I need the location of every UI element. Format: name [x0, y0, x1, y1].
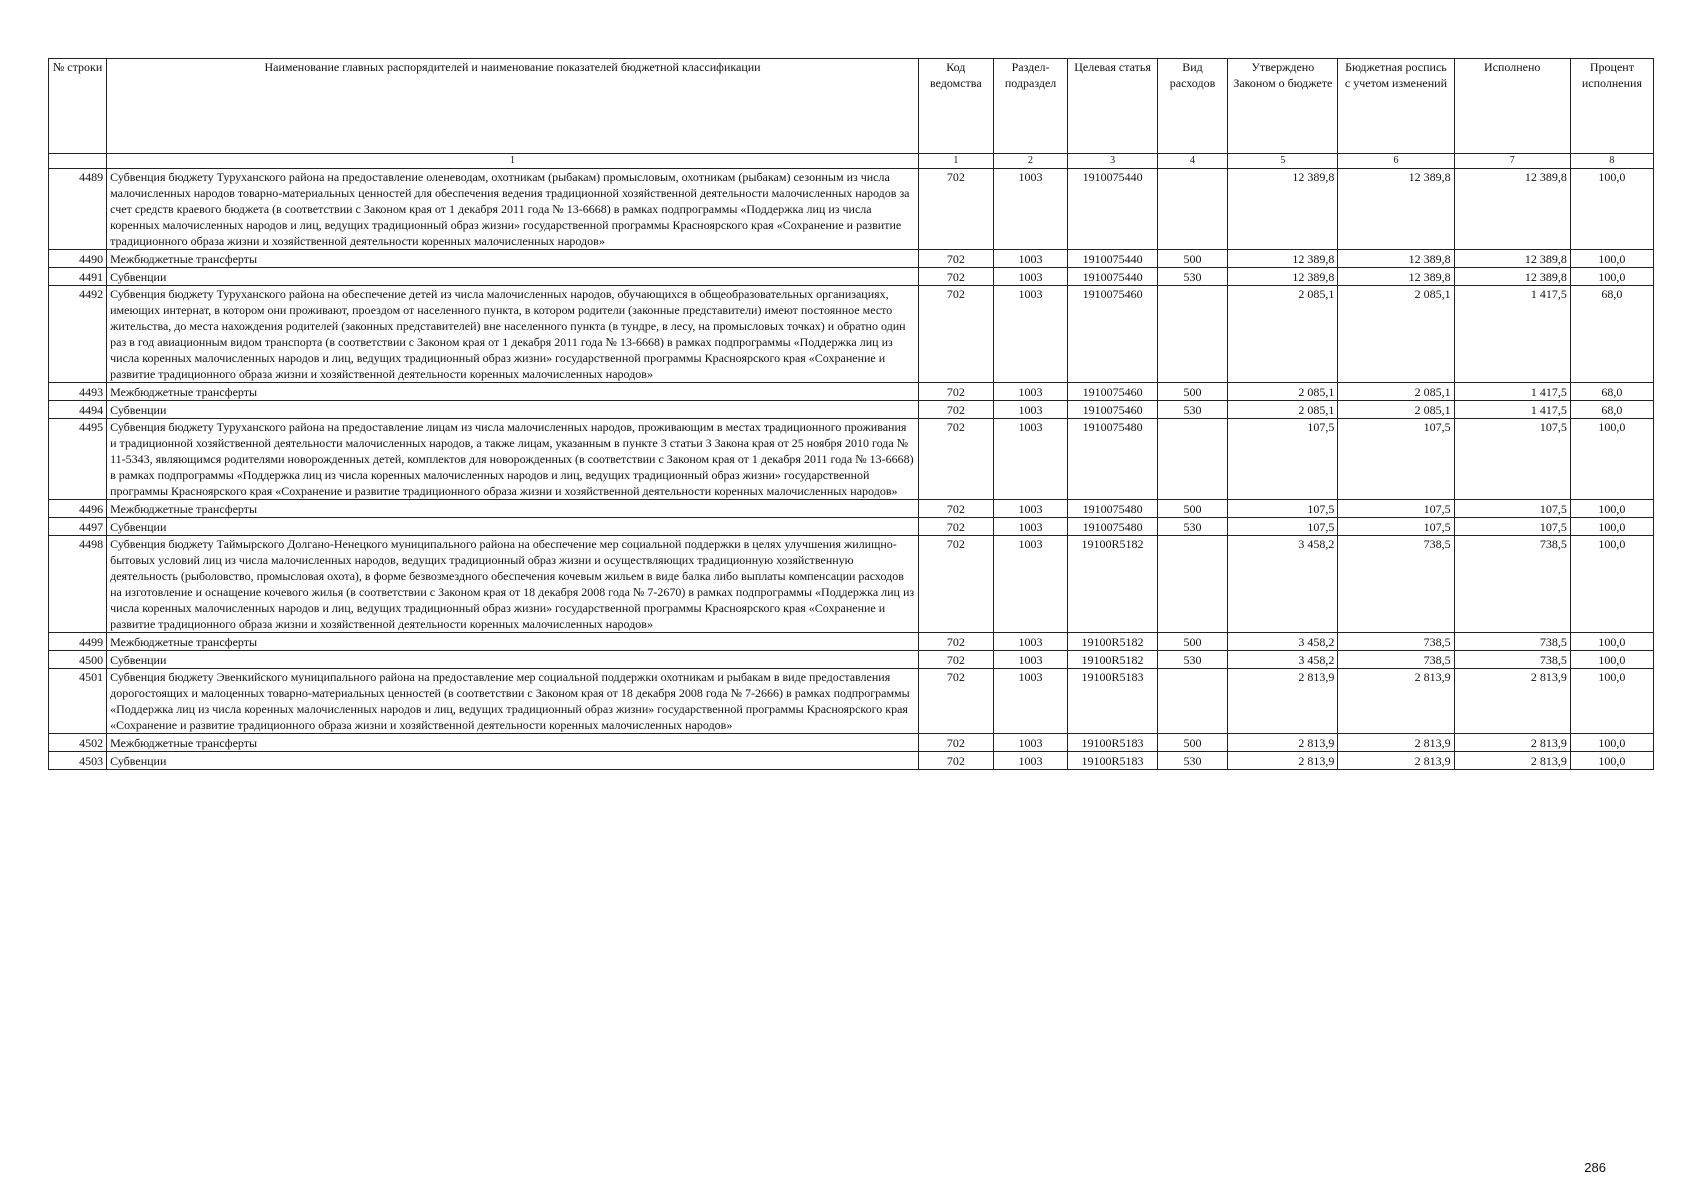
row-number: 4494: [49, 401, 107, 419]
row-dept: 702: [918, 401, 993, 419]
row-type: 500: [1157, 734, 1228, 752]
row-executed: 738,5: [1454, 633, 1570, 651]
row-name: Субвенции: [107, 401, 919, 419]
row-section: 1003: [993, 752, 1068, 770]
row-section: 1003: [993, 419, 1068, 500]
row-name: Субвенции: [107, 518, 919, 536]
row-dept: 702: [918, 536, 993, 633]
budget-table: [48, 58, 1654, 770]
row-number: 4491: [49, 268, 107, 286]
row-number: 4496: [49, 500, 107, 518]
row-percent: 100,0: [1570, 752, 1653, 770]
row-target: 1910075460: [1068, 401, 1157, 419]
row-section: 1003: [993, 169, 1068, 250]
row-dept: 702: [918, 633, 993, 651]
row-type: 500: [1157, 250, 1228, 268]
row-target: 19100R5182: [1068, 651, 1157, 669]
row-approved: 2 813,9: [1228, 669, 1338, 734]
row-percent: 100,0: [1570, 268, 1653, 286]
row-target: 1910075440: [1068, 268, 1157, 286]
row-type: [1157, 419, 1228, 500]
row-approved: 12 389,8: [1228, 169, 1338, 250]
column-number: 1: [107, 154, 919, 169]
table-row: [49, 633, 1654, 651]
row-target: 19100R5183: [1068, 669, 1157, 734]
column-number-empty: [49, 154, 107, 169]
row-percent: 100,0: [1570, 419, 1653, 500]
row-section: 1003: [993, 268, 1068, 286]
row-budget: 2 085,1: [1338, 286, 1454, 383]
row-target: 19100R5182: [1068, 536, 1157, 633]
header-row-no: № строки: [49, 59, 107, 154]
table-row: [49, 752, 1654, 770]
row-percent: 68,0: [1570, 383, 1653, 401]
row-approved: 107,5: [1228, 419, 1338, 500]
row-section: 1003: [993, 651, 1068, 669]
row-name: Субвенции: [107, 268, 919, 286]
row-budget: 738,5: [1338, 536, 1454, 633]
header-percent: Процент исполнения: [1570, 59, 1653, 154]
row-type: [1157, 286, 1228, 383]
row-section: 1003: [993, 518, 1068, 536]
row-number: 4490: [49, 250, 107, 268]
row-budget: 107,5: [1338, 419, 1454, 500]
row-budget: 107,5: [1338, 500, 1454, 518]
row-dept: 702: [918, 286, 993, 383]
row-target: 1910075440: [1068, 250, 1157, 268]
header-dept-code: Код ведомства: [918, 59, 993, 154]
header-approved: Утверждено Законом о бюджете: [1228, 59, 1338, 154]
row-target: 1910075440: [1068, 169, 1157, 250]
row-percent: 100,0: [1570, 169, 1653, 250]
row-number: 4497: [49, 518, 107, 536]
row-executed: 1 417,5: [1454, 383, 1570, 401]
row-executed: 107,5: [1454, 419, 1570, 500]
column-number: 6: [1338, 154, 1454, 169]
row-budget: 2 085,1: [1338, 383, 1454, 401]
table-row: [49, 268, 1654, 286]
row-percent: 100,0: [1570, 250, 1653, 268]
row-number: 4493: [49, 383, 107, 401]
table-row: [49, 250, 1654, 268]
row-percent: 100,0: [1570, 669, 1653, 734]
column-number-row: [49, 154, 1654, 169]
row-number: 4500: [49, 651, 107, 669]
row-dept: 702: [918, 383, 993, 401]
row-approved: 3 458,2: [1228, 633, 1338, 651]
row-executed: 738,5: [1454, 536, 1570, 633]
row-number: 4498: [49, 536, 107, 633]
row-name: Межбюджетные трансферты: [107, 633, 919, 651]
row-executed: 107,5: [1454, 518, 1570, 536]
column-number: 3: [1068, 154, 1157, 169]
column-number: 1: [918, 154, 993, 169]
row-name: Межбюджетные трансферты: [107, 500, 919, 518]
row-budget: 12 389,8: [1338, 250, 1454, 268]
row-dept: 702: [918, 651, 993, 669]
row-approved: 2 085,1: [1228, 286, 1338, 383]
row-percent: 100,0: [1570, 518, 1653, 536]
row-type: 500: [1157, 383, 1228, 401]
table-row: [49, 383, 1654, 401]
row-section: 1003: [993, 250, 1068, 268]
row-section: 1003: [993, 500, 1068, 518]
row-approved: 12 389,8: [1228, 250, 1338, 268]
row-dept: 702: [918, 169, 993, 250]
row-percent: 100,0: [1570, 734, 1653, 752]
column-number: 8: [1570, 154, 1653, 169]
row-section: 1003: [993, 401, 1068, 419]
row-target: 19100R5182: [1068, 633, 1157, 651]
row-executed: 2 813,9: [1454, 752, 1570, 770]
row-approved: 12 389,8: [1228, 268, 1338, 286]
row-approved: 2 813,9: [1228, 752, 1338, 770]
column-number: 2: [993, 154, 1068, 169]
row-dept: 702: [918, 500, 993, 518]
row-target: 19100R5183: [1068, 752, 1157, 770]
row-number: 4499: [49, 633, 107, 651]
row-target: 19100R5183: [1068, 734, 1157, 752]
row-executed: 107,5: [1454, 500, 1570, 518]
table-row: [49, 401, 1654, 419]
row-name: Субвенция бюджету Туруханского района на предоставление оленеводам, охотникам (рыбакам) промысловым, охотникам (рыбакам) сезонным из числа малочисленных народов товарно-материальных ценностей для обеспечения ведения традиционной хозяйственной деятельности малочисленных народов за счет средств краевого бюджета (в соответствии с Законом края от 1 декабря 2011 года № 13-6668) в рамках подпрограммы «Поддержка лиц из числа коренных малочисленных народов и лиц, ведущих традиционный образ жизни» государственной программы Красноярского края «Сохранение и развитие традиционного образа жизни и хозяйственной деятельности коренных малочисленных народов»: [107, 169, 919, 250]
header-section: Раздел-подраздел: [993, 59, 1068, 154]
row-approved: 2 085,1: [1228, 383, 1338, 401]
column-number: 4: [1157, 154, 1228, 169]
row-number: 4489: [49, 169, 107, 250]
row-name: Субвенции: [107, 752, 919, 770]
row-budget: 738,5: [1338, 651, 1454, 669]
row-approved: 107,5: [1228, 518, 1338, 536]
header-executed: Исполнено: [1454, 59, 1570, 154]
row-target: 1910075460: [1068, 383, 1157, 401]
row-name: Межбюджетные трансферты: [107, 734, 919, 752]
row-executed: 1 417,5: [1454, 286, 1570, 383]
row-executed: 738,5: [1454, 651, 1570, 669]
row-type: 530: [1157, 268, 1228, 286]
row-budget: 2 813,9: [1338, 734, 1454, 752]
row-executed: 2 813,9: [1454, 669, 1570, 734]
row-number: 4501: [49, 669, 107, 734]
row-section: 1003: [993, 669, 1068, 734]
row-budget: 2 085,1: [1338, 401, 1454, 419]
row-type: 530: [1157, 518, 1228, 536]
table-row: [49, 734, 1654, 752]
row-budget: 738,5: [1338, 633, 1454, 651]
row-target: 1910075480: [1068, 419, 1157, 500]
table-row: [49, 169, 1654, 250]
header-expense-type: Вид расходов: [1157, 59, 1228, 154]
row-section: 1003: [993, 734, 1068, 752]
row-dept: 702: [918, 734, 993, 752]
row-executed: 1 417,5: [1454, 401, 1570, 419]
row-dept: 702: [918, 669, 993, 734]
page-number: 286: [1584, 1160, 1606, 1175]
row-name: Субвенция бюджету Таймырского Долгано-Ненецкого муниципального района на обеспечение мер социальной поддержки в целях улучшения жилищно-бытовых условий лиц из числа малочисленных народов, ведущих традиционный образ жизни и осуществляющих традиционную хозяйственную деятельность (рыболовство, промысловая охота), в форме безвозмездного обеспечения кочевым жильем в виде балка либо выплаты компенсации расходов на изготовление и оснащение кочевого жилья (в соответствии с Законом края от 18 декабря 2008 года № 7-2670) в рамках подпрограммы «Поддержка лиц из числа коренных малочисленных народов и лиц, ведущих традиционный образ жизни» государственной программы Красноярского края «Сохранение и развитие традиционного образа жизни и хозяйственной деятельности коренных малочисленных народов»: [107, 536, 919, 633]
table-row: [49, 669, 1654, 734]
header-name: Наименование главных распорядителей и наименование показателей бюджетной классификации: [107, 59, 919, 154]
row-number: 4492: [49, 286, 107, 383]
row-approved: 2 813,9: [1228, 734, 1338, 752]
row-number: 4503: [49, 752, 107, 770]
row-dept: 702: [918, 752, 993, 770]
row-executed: 12 389,8: [1454, 169, 1570, 250]
row-dept: 702: [918, 268, 993, 286]
table-row: [49, 536, 1654, 633]
row-dept: 702: [918, 518, 993, 536]
row-type: [1157, 536, 1228, 633]
row-approved: 2 085,1: [1228, 401, 1338, 419]
column-number: 5: [1228, 154, 1338, 169]
row-budget: 2 813,9: [1338, 669, 1454, 734]
row-type: 500: [1157, 500, 1228, 518]
row-executed: 12 389,8: [1454, 250, 1570, 268]
row-name: Субвенции: [107, 651, 919, 669]
row-dept: 702: [918, 250, 993, 268]
row-percent: 100,0: [1570, 536, 1653, 633]
row-name: Субвенция бюджету Туруханского района на обеспечение детей из числа малочисленных народов, обучающихся в общеобразовательных организациях, имеющих интернат, в котором они проживают, проездом от населенного пункта, в котором родители (законные представители) имеют постоянное место жительства, до места нахождения родителей (законных представителей) вне населенного пункта (в тундре, в лесу, на промысловых точках) и обратно один раз в год авиационным видом транспорта (в соответствии с Законом края от 1 декабря 2011 года № 13-6668) в рамках подпрограммы «Поддержка лиц из числа коренных малочисленных народов и лиц, ведущих традиционный образ жизни» государственной программы Красноярского края «Сохранение и развитие традиционного образа жизни и хозяйственной деятельности коренных малочисленных народов»: [107, 286, 919, 383]
table-body: [49, 169, 1654, 770]
table-row: [49, 651, 1654, 669]
row-percent: 100,0: [1570, 651, 1653, 669]
row-section: 1003: [993, 286, 1068, 383]
row-budget: 12 389,8: [1338, 169, 1454, 250]
row-number: 4502: [49, 734, 107, 752]
row-percent: 68,0: [1570, 286, 1653, 383]
row-section: 1003: [993, 383, 1068, 401]
table-row: [49, 286, 1654, 383]
row-approved: 3 458,2: [1228, 651, 1338, 669]
row-dept: 702: [918, 419, 993, 500]
row-approved: 107,5: [1228, 500, 1338, 518]
row-section: 1003: [993, 633, 1068, 651]
row-type: [1157, 169, 1228, 250]
table-row: [49, 419, 1654, 500]
row-section: 1003: [993, 536, 1068, 633]
row-name: Субвенция бюджету Эвенкийского муниципального района на предоставление мер социальной поддержки охотникам и рыбакам в виде предоставления дорогостоящих и малоценных товарно-материальных ценностей (в соответствии с Законом края от 18 декабря 2008 года № 7-2666) в рамках подпрограммы «Поддержка лиц из числа коренных малочисленных народов и лиц, ведущих традиционный образ жизни» государственной программы Красноярского края «Сохранение и развитие традиционного образа жизни и хозяйственной деятельности коренных малочисленных народов»: [107, 669, 919, 734]
row-percent: 68,0: [1570, 401, 1653, 419]
header-target: Целевая статья: [1068, 59, 1157, 154]
table-row: [49, 518, 1654, 536]
row-type: 530: [1157, 752, 1228, 770]
row-type: 530: [1157, 651, 1228, 669]
row-target: 1910075480: [1068, 518, 1157, 536]
header-budget-list: Бюджетная роспись с учетом изменений: [1338, 59, 1454, 154]
column-number: 7: [1454, 154, 1570, 169]
row-type: 530: [1157, 401, 1228, 419]
row-percent: 100,0: [1570, 500, 1653, 518]
row-executed: 2 813,9: [1454, 734, 1570, 752]
row-name: Межбюджетные трансферты: [107, 250, 919, 268]
row-type: [1157, 669, 1228, 734]
row-target: 1910075480: [1068, 500, 1157, 518]
row-type: 500: [1157, 633, 1228, 651]
row-name: Межбюджетные трансферты: [107, 383, 919, 401]
row-approved: 3 458,2: [1228, 536, 1338, 633]
row-percent: 100,0: [1570, 633, 1653, 651]
row-number: 4495: [49, 419, 107, 500]
table-row: [49, 500, 1654, 518]
row-budget: 2 813,9: [1338, 752, 1454, 770]
row-budget: 107,5: [1338, 518, 1454, 536]
row-budget: 12 389,8: [1338, 268, 1454, 286]
row-name: Субвенция бюджету Туруханского района на предоставление лицам из числа малочисленных народов, проживающим в местах традиционного проживания и традиционной хозяйственной деятельности малочисленных народов, а также лицам, указанным в пункте 3 статьи 3 Закона края от 25 ноября 2010 года № 11-5343, являющимся родителями новорожденных детей, комплектов для новорожденных (в соответствии с Законом края от 1 декабря 2011 года № 13-6668) в рамках подпрограммы «Поддержка лиц из числа коренных малочисленных народов и лиц, ведущих традиционный образ жизни» государственной программы Красноярского края «Сохранение и развитие традиционного образа жизни и хозяйственной деятельности коренных малочисленных народов»: [107, 419, 919, 500]
row-target: 1910075460: [1068, 286, 1157, 383]
row-executed: 12 389,8: [1454, 268, 1570, 286]
